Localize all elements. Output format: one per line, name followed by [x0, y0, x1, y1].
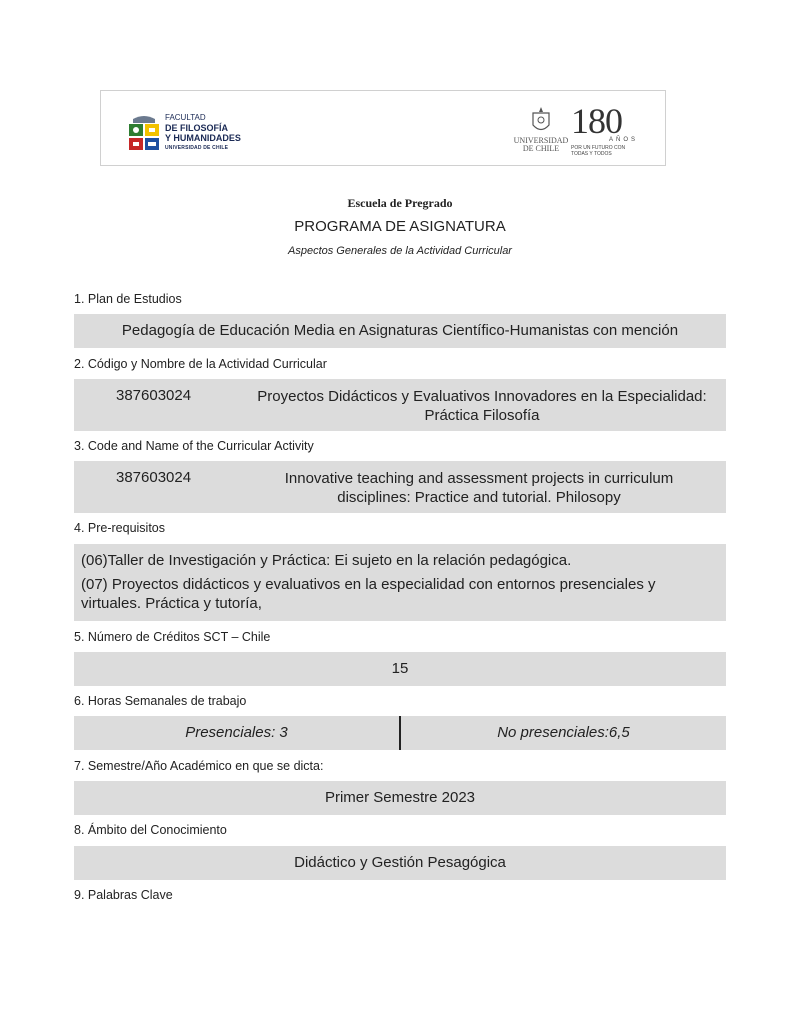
section-3-label: 3. Code and Name of the Curricular Activity	[74, 439, 314, 453]
section-5-box	[74, 652, 726, 686]
section-2-label: 2. Código y Nombre de la Actividad Curricular	[74, 357, 327, 371]
activity-name-en	[264, 469, 694, 507]
faculty-crest-icon	[127, 115, 161, 151]
uchile-crest-icon	[531, 107, 551, 135]
anniversary-motto2: TODAS Y TODOS	[571, 151, 612, 157]
activity-name-en-line1: Innovative teaching and assessment projects in curriculum	[284, 470, 674, 487]
faculty-line2: DE FILOSOFÍA	[165, 123, 228, 133]
uchile-line1: UNIVERSIDAD	[513, 136, 569, 145]
program-title: PROGRAMA DE ASIGNATURA	[294, 218, 506, 235]
section-7-label: 7. Semestre/Año Académico en que se dicta:	[74, 759, 324, 773]
faculty-line3: Y HUMANIDADES	[165, 133, 241, 143]
section-8-box	[74, 846, 726, 880]
faculty-line1: FACULTAD	[165, 113, 206, 122]
hours-no-presencial: No presenciales:6,5	[497, 724, 630, 741]
section-3-box	[74, 461, 726, 513]
semester-value: Primer Semestre 2023	[324, 789, 476, 806]
section-6-label: 6. Horas Semanales de trabajo	[74, 694, 247, 708]
prerequisite-1: (06)Taller de Investigación y Práctica: Ei sujeto en la relación pedagógica.	[81, 552, 572, 569]
section-6-box	[74, 716, 726, 750]
uchile-180-logo	[509, 101, 659, 157]
faculty-logo	[127, 111, 267, 155]
faculty-line4: UNIVERSIDAD DE CHILE	[165, 145, 229, 151]
section-7-box	[74, 781, 726, 815]
section-8-label: 8. Ámbito del Conocimiento	[74, 823, 227, 837]
section-1-box	[74, 314, 726, 348]
section-4-box	[74, 544, 726, 621]
anniversary-motto1: POR UN FUTURO CON	[571, 145, 626, 151]
header-banner	[100, 90, 666, 166]
activity-name	[242, 387, 722, 425]
hours-presencial: Presenciales: 3	[185, 724, 288, 741]
section-4-label: 4. Pre-requisitos	[74, 521, 166, 535]
activity-name-line1: Proyectos Didácticos y Evaluativos Innovadores en la Especialidad:	[257, 388, 707, 405]
study-plan-value: Pedagogía de Educación Media en Asignaturas Científico-Humanistas con mención	[121, 322, 679, 339]
section-2-box	[74, 379, 726, 431]
section-1-label: 1. Plan de Estudios	[74, 292, 182, 306]
section-9-label: 9. Palabras Clave	[74, 888, 173, 902]
school-name: Escuela de Pregrado	[347, 196, 453, 210]
credits-value: 15	[391, 660, 409, 677]
knowledge-area-value: Didáctico y Gestión Pesagógica	[294, 854, 506, 871]
program-subtitle: Aspectos Generales de la Actividad Curricular	[288, 245, 512, 257]
activity-code: 387603024	[116, 387, 192, 404]
activity-code-en: 387603024	[116, 469, 192, 486]
anniversary-number: 180	[571, 101, 622, 141]
anniversary-word: AÑOS	[609, 137, 639, 143]
section-5-label: 5. Número de Créditos SCT – Chile	[74, 630, 271, 644]
activity-name-en-line2: disciplines: Practice and tutorial. Philosopy	[337, 489, 621, 506]
prerequisite-2: (07) Proyectos didácticos y evaluativos en la especialidad con entornos presenciales y virtuales. Práctica y tutoría,	[81, 576, 656, 612]
activity-name-line2: Práctica Filosofía	[424, 407, 540, 424]
uchile-line2: DE CHILE	[522, 144, 560, 153]
